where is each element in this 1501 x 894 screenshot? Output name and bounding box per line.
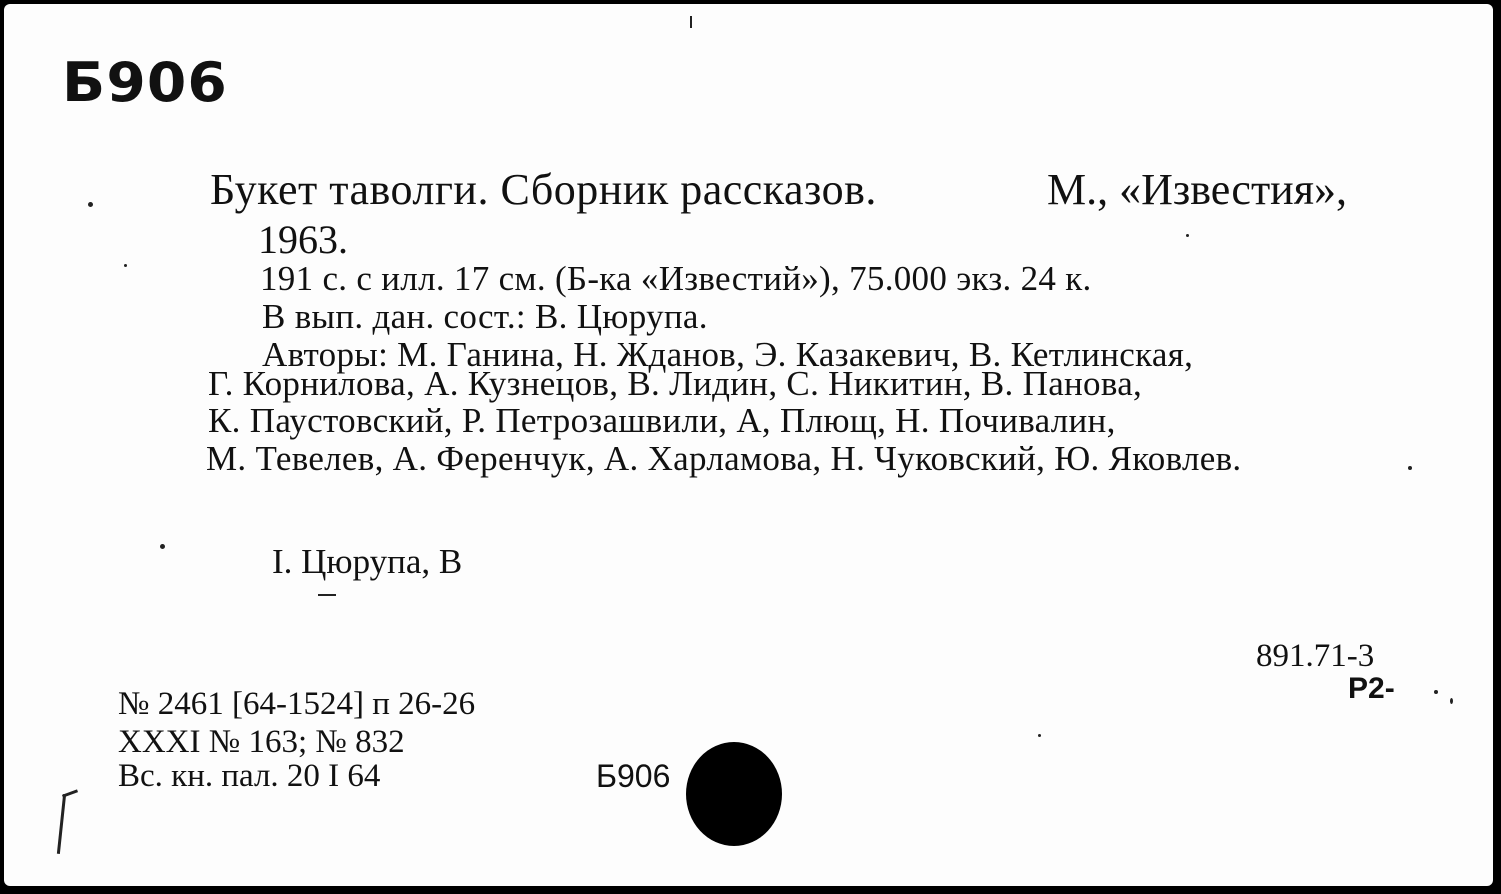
tracing-entry: I. Цюрупа, В bbox=[272, 542, 463, 581]
pen-mark bbox=[62, 789, 78, 797]
speck bbox=[1038, 734, 1041, 737]
speck bbox=[690, 16, 692, 28]
classification-subnumber: Р2- bbox=[1348, 672, 1395, 705]
underline-mark bbox=[318, 594, 336, 596]
catalog-card bbox=[4, 4, 1493, 886]
description-line: К. Паустовский, Р. Петрозашвили, А, Плющ, Н. Почивалин, bbox=[208, 401, 1116, 440]
speck bbox=[1434, 690, 1438, 694]
speck bbox=[124, 264, 127, 267]
accession-line: XXXI № 163; № 832 bbox=[118, 724, 405, 760]
description-line: М. Тевелев, А. Ференчук, А. Харламова, Н. Чуковский, Ю. Яковлев. bbox=[206, 439, 1242, 478]
publication-year: 1963. bbox=[258, 217, 348, 262]
handwritten-call-number: Б906 bbox=[62, 51, 228, 114]
description-line: 191 с. с илл. 17 см. (Б-ка «Известий»), 75.000 экз. 24 к. bbox=[260, 259, 1092, 298]
accession-line: № 2461 [64-1524] п 26-26 bbox=[118, 686, 476, 722]
speck bbox=[1408, 466, 1412, 470]
accession-line: Вс. кн. пал. 20 I 64 bbox=[118, 758, 381, 794]
description-line: Г. Корнилова, А. Кузнецов, В. Лидин, С. Никитин, В. Панова, bbox=[208, 364, 1143, 403]
punch-hole bbox=[686, 742, 782, 846]
classification-number: 891.71-3 bbox=[1256, 638, 1375, 674]
card-code: Б906 bbox=[596, 758, 671, 794]
description-line: В вып. дан. сост.: В. Цюрупа. bbox=[262, 297, 708, 336]
description-line: Авторы: М. Ганина, Н. Жданов, Э. Казакевич, В. Кетлинская, bbox=[262, 335, 1194, 374]
pen-mark bbox=[57, 794, 66, 854]
speck bbox=[88, 202, 93, 207]
book-title: Букет таволги. Сборник рассказов. bbox=[210, 165, 877, 214]
publisher: М., «Известия», bbox=[1047, 165, 1347, 214]
speck bbox=[160, 544, 165, 549]
speck bbox=[1450, 698, 1453, 704]
speck bbox=[1186, 234, 1189, 237]
